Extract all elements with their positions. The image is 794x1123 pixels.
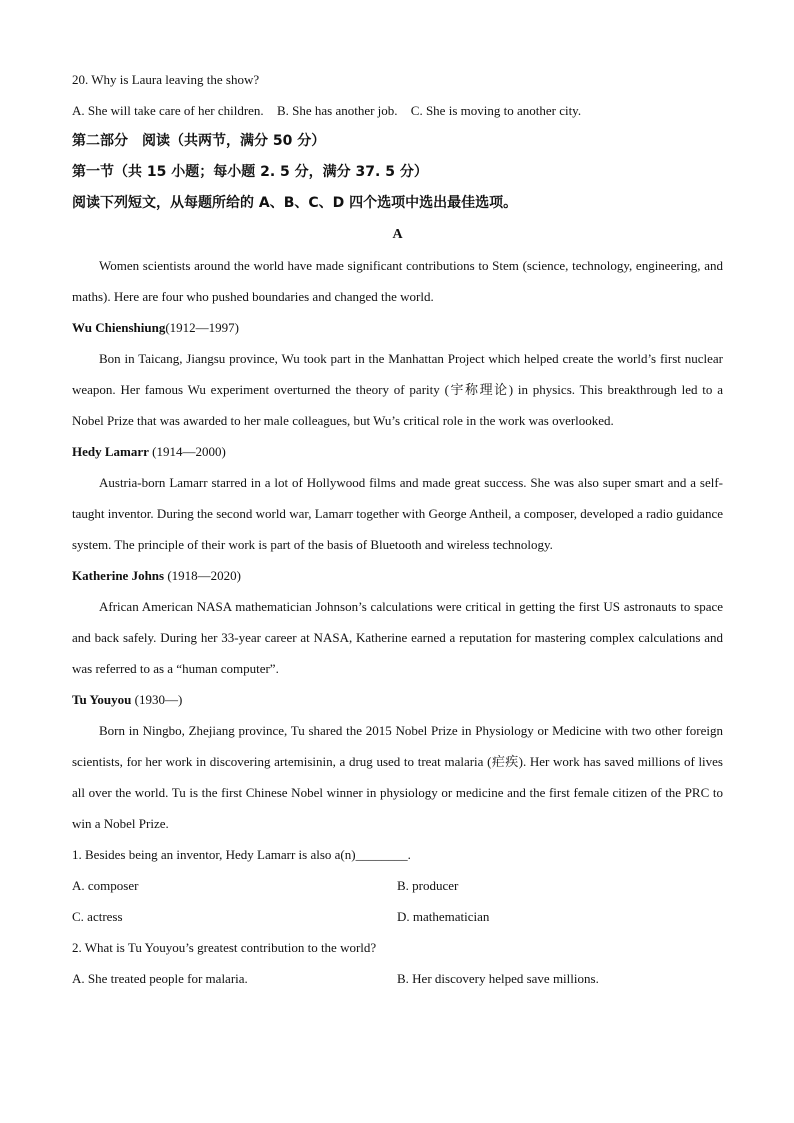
person-years: (1918—2020): [164, 568, 242, 583]
person-name: Hedy Lamarr: [72, 444, 149, 459]
q1-option-a: A. composer: [72, 878, 139, 893]
person-years: (1930—): [131, 692, 183, 707]
person-heading-lamarr: [72, 436, 723, 467]
q1-option-b: B. producer: [397, 878, 459, 893]
person-text-johns: African American NASA mathematician Johnson’s calculations were critical in getting the first US astronauts to space and back safely. During her 33-year career at NASA, Katherine earned a reputation for mastering complex calculations and was referred to as a “human computer”.: [72, 599, 723, 676]
person-years: (1912—1997): [165, 320, 240, 335]
question-1: 1. Besides being an inventor, Hedy Lamarr is also a(n)________.: [72, 847, 411, 862]
section1-title: 第一节（共 15 小题；每小题 2. 5 分，满分 37. 5 分）: [72, 164, 428, 180]
person-text-lamarr: Austria-born Lamarr starred in a lot of Hollywood films and made great success. She was also super smart and a self-taught inventor. During the second world war, Lamarr together with George Antheil, a composer, developed a radio guidance system. The principle of their work is part of the basis of Bluetooth and wireless technology.: [72, 475, 723, 552]
q1-option-d: D. mathematician: [397, 909, 490, 924]
question-1-options-row1: [72, 870, 723, 901]
exam-page: [72, 64, 723, 994]
person-heading-tu: [72, 684, 723, 715]
person-text-wu: Bon in Taicang, Jiangsu province, Wu took part in the Manhattan Project which helped create the world’s first nuclear weapon. Her famous Wu experiment overturned the theory of parity (宇称理论) in physics. This breakthrough led to a Nobel Prize that was awarded to her male colleagues, but Wu’s critical role in the work was overlooked.: [72, 351, 723, 428]
reading-instruction: 阅读下列短文，从每题所给的 A、B、C、D 四个选项中选出最佳选项。: [72, 195, 518, 211]
person-heading-johns: [72, 560, 723, 591]
q20-option-c: C. She is moving to another city.: [410, 103, 582, 118]
person-name: Tu Youyou: [72, 692, 132, 707]
part2-title: 第二部分 阅读（共两节，满分 50 分）: [72, 133, 326, 149]
question-2-options-row1: [72, 963, 723, 994]
person-name: Wu Chienshiung: [72, 320, 166, 335]
q20-option-b: B. She has another job.: [276, 103, 398, 118]
question-2: 2. What is Tu Youyou’s greatest contribution to the world?: [72, 940, 377, 955]
q2-option-a: A. She treated people for malaria.: [72, 971, 248, 986]
person-heading-wu: [72, 312, 723, 343]
person-text-tu: Born in Ningbo, Zhejiang province, Tu shared the 2015 Nobel Prize in Physiology or Medicine with two other foreign scientists, for her work in discovering artemisinin, a drug used to treat malaria (疟疾). Her work has saved millions of lives all over the world. Tu is the first Chinese Nobel winner in physiology or medicine and the first female citizen of the PRC to win a Nobel Prize.: [72, 723, 723, 831]
question-20-options: [72, 95, 723, 126]
q1-option-c: C. actress: [72, 909, 123, 924]
q20-option-a: A. She will take care of her children.: [72, 103, 264, 118]
q2-option-b: B. Her discovery helped save millions.: [397, 971, 599, 986]
question-1-options-row2: [72, 901, 723, 932]
question-20: 20. Why is Laura leaving the show?: [72, 72, 260, 87]
passage-letter: A: [392, 227, 403, 242]
person-name: Katherine Johns: [72, 568, 165, 583]
passage-intro: Women scientists around the world have made significant contributions to Stem (science, technology, engineering, and maths). Here are four who pushed boundaries and changed the world.: [72, 258, 723, 304]
person-years: (1914—2000): [148, 444, 226, 459]
